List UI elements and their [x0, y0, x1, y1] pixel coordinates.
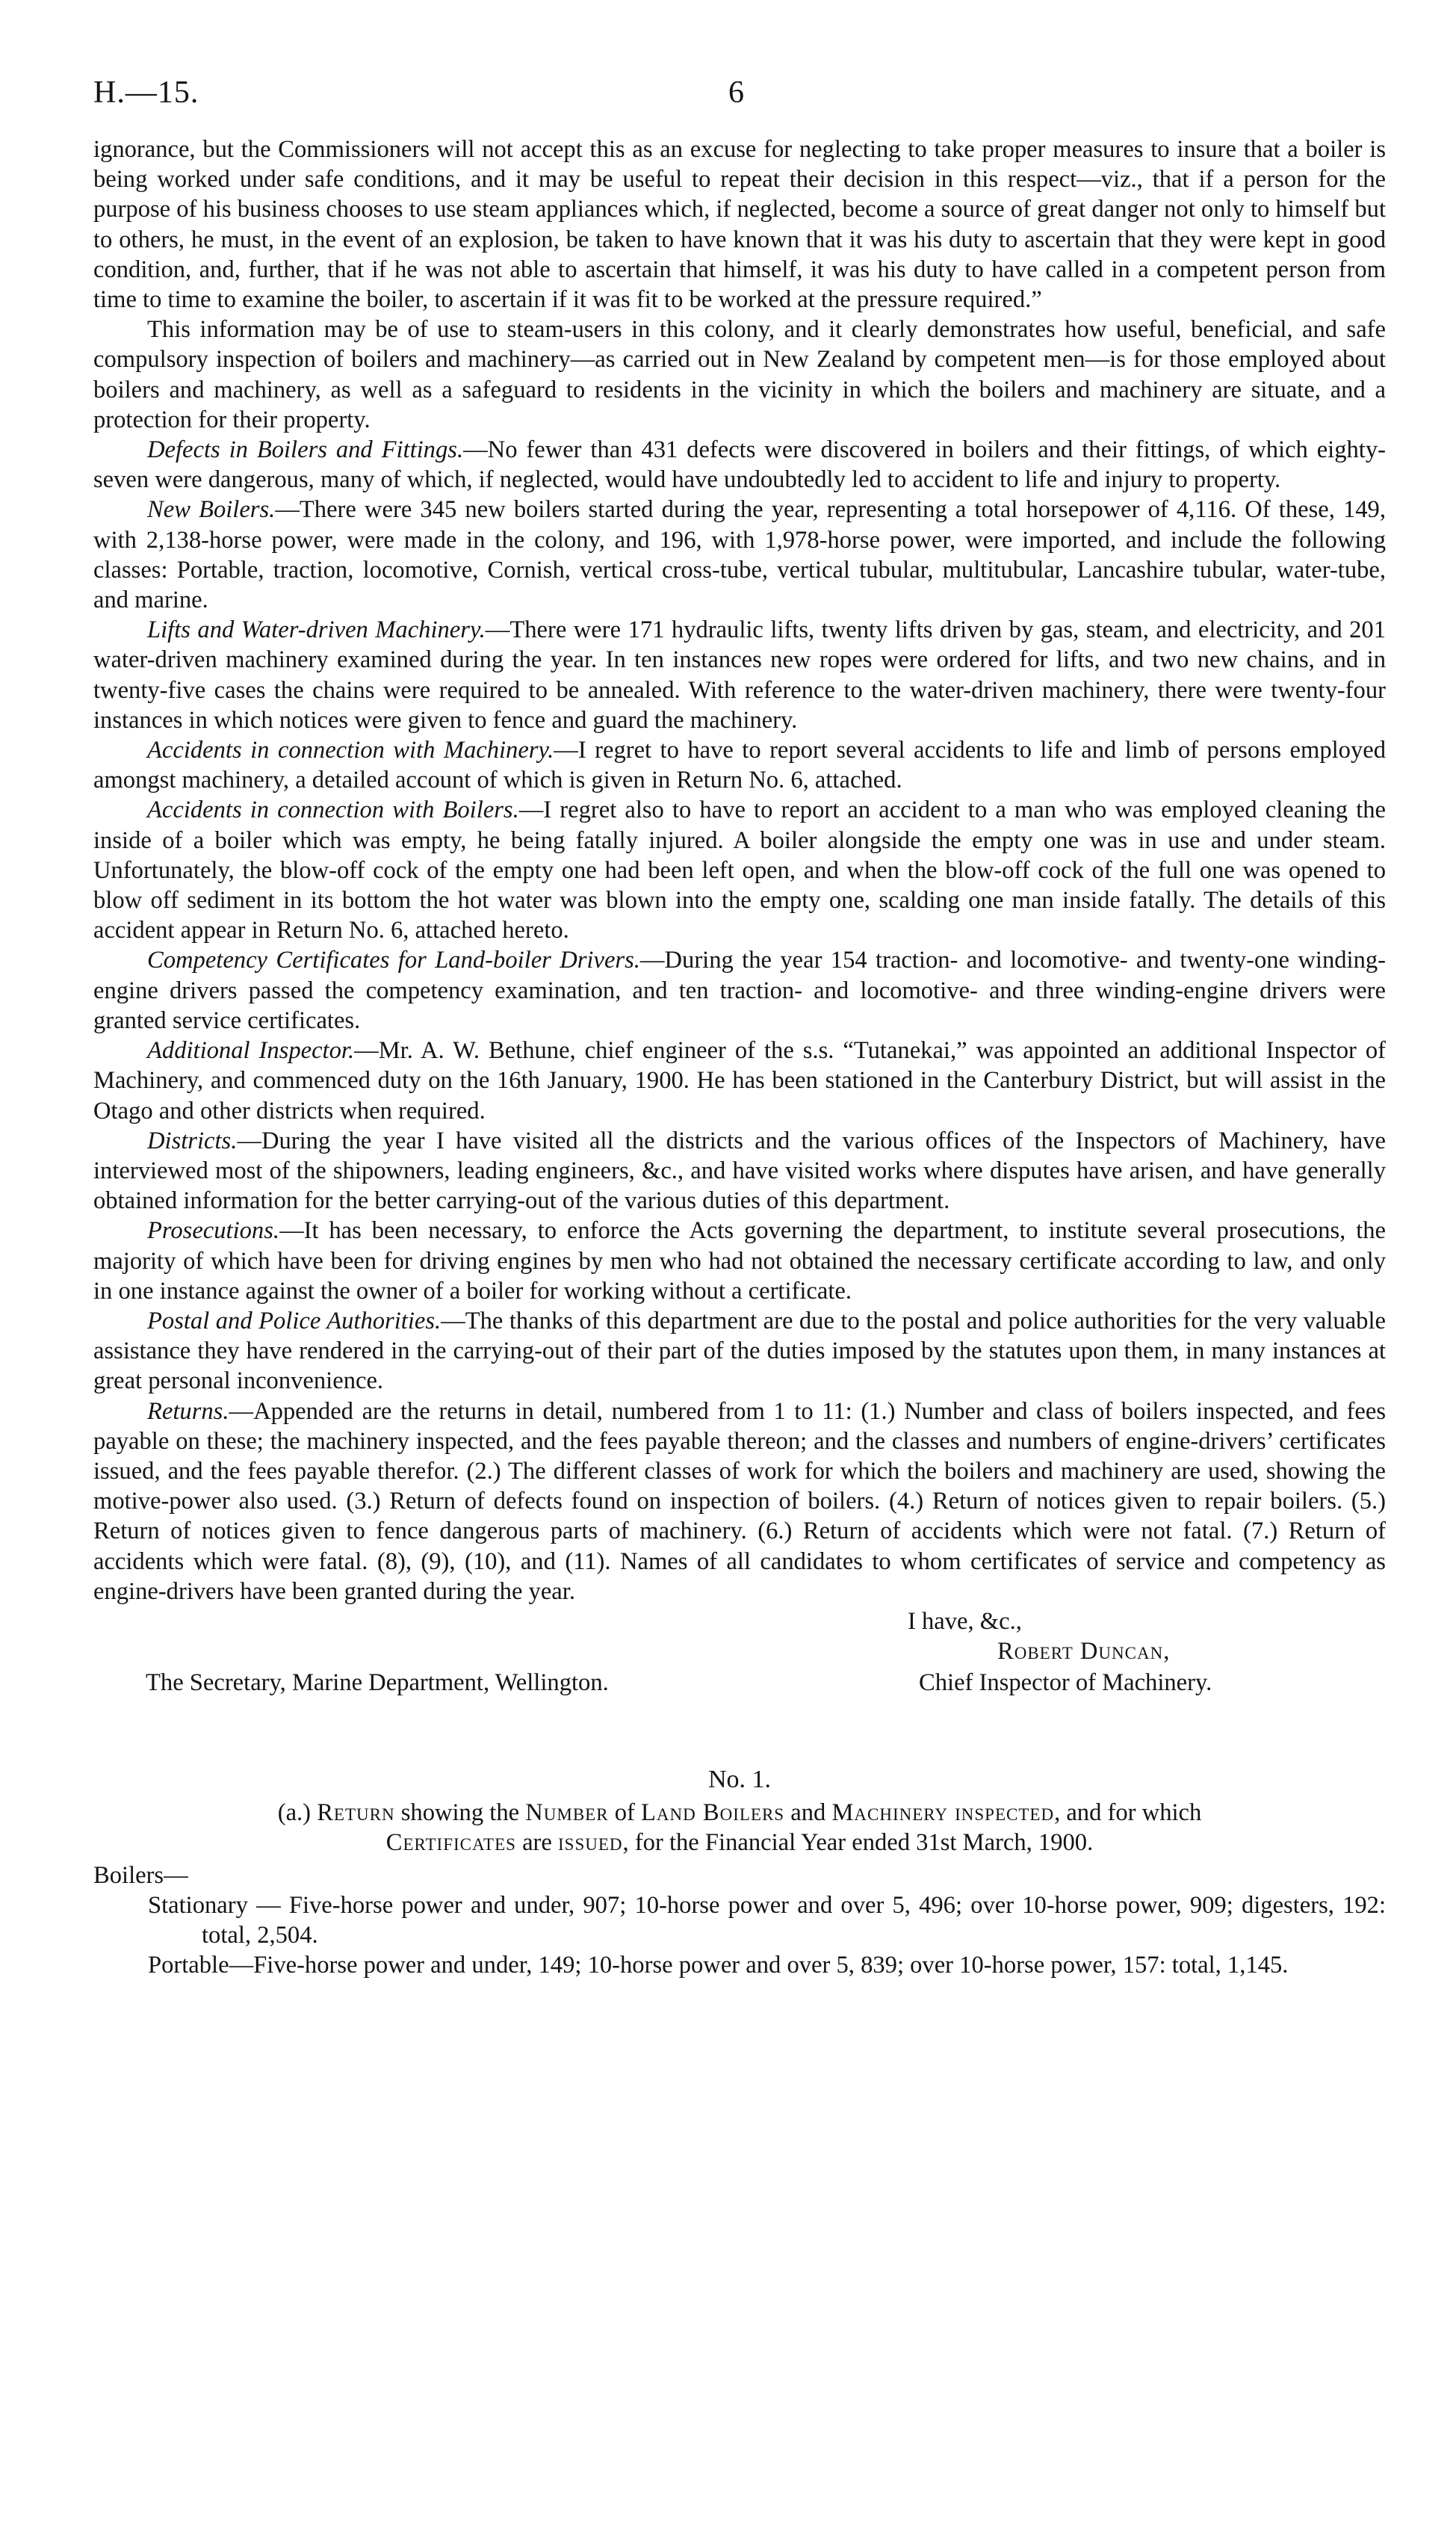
- paragraph-additional-inspector: Additional Inspector.—Mr. A. W. Bethune, chief engineer of the s.s. “Tutanekai,” was appointed an additional Inspector of Machinery, and commenced duty on the 16th January, 1900. He has been stationed in the Canterbury District, but will assist in the Otago and other districts when required.: [93, 1037, 1386, 1125]
- signature-block: [93, 1606, 1386, 1727]
- paragraph-heading: Lifts and Water-driven Machinery.: [147, 616, 486, 644]
- signatory-title: Chief Inspector of Machinery.: [919, 1668, 1212, 1696]
- closing-line: I have, &c.,: [908, 1607, 1022, 1635]
- paragraph-lifts: Lifts and Water-driven Machinery.—There were 171 hydraulic lifts, twenty lifts driven by gas, steam, and electricity, and 201 water-driven machinery examined during the year. In ten instances new ropes were ordered for lifts, and two new chains, and in twenty-five cases the chains were required to be annealed. With reference to the water-driven machinery, there were twenty-four instances in which notices were given to fence and guard the machinery.: [93, 616, 1386, 734]
- paragraph-machinery-accidents: Accidents in connection with Machinery.—I regret to have to report several accidents to life and limb of persons employed amongst machinery, a detailed account of which is given in Return No. 6, attached.: [93, 737, 1386, 794]
- return-item-stationary: Stationary — Five-horse power and under, 907; 10-horse power and over 5, 496; over 10-horse power, 909; digesters, 192: total, 2,504.: [148, 1891, 1386, 1949]
- report-body: [93, 134, 1386, 1606]
- page-number: 6: [728, 75, 744, 110]
- paragraph-heading: Returns.: [147, 1397, 229, 1425]
- document-page: [93, 75, 1386, 1980]
- paragraph-heading: Competency Certificates for Land-boiler Drivers.: [147, 947, 640, 974]
- paragraph-continuation: ignorance, but the Commissioners will not accept this as an excuse for neglecting to take proper measures to insure that a boiler is being worked under safe conditions, and it may be useful to repeat their decision in this respect—viz., that if a person for the purpose of his business chooses to use steam appliances which, if neglected, become a source of great danger not only to himself but to others, he must, in the event of an explosion, be taken to have known that it was his duty to ascertain that they were kept in good condition, and, further, that if he was not able to ascertain that himself, it was his duty to have called in a competent person from time to time to examine the boiler, to ascertain if it was fit to be worked at the pressure required.”: [93, 136, 1386, 314]
- paragraph-heading: Postal and Police Authorities.: [147, 1307, 442, 1334]
- paragraph-heading: Defects in Boilers and Fittings.: [147, 436, 464, 464]
- paragraph-districts: Districts.—During the year I have visited all the districts and the various offices of the Inspectors of Machinery, have interviewed most of the shipowners, leading engineers, &c., and have visited works where disputes have arisen, and have generally obtained information for the better carrying-out of the various duties of this department.: [93, 1127, 1386, 1215]
- paragraph-heading: Prosecutions.: [147, 1217, 280, 1245]
- page-header: [93, 75, 1386, 134]
- paragraph-heading: New Boilers.: [147, 496, 276, 524]
- paragraph-boiler-accidents: Accidents in connection with Boilers.—I regret also to have to report an accident to a man who was employed cleaning the inside of a boiler which was empty, he being fatally injured. A boiler alongside the empty one was in use and under steam. Unfortunately, the blow-off cock of the empty one had been left open, and when the blow-off cock of the full one was opened to blow off sediment in its bottom the hot water was blown into the empty one, scalding one man inside fatally. The details of this accident appear in Return No. 6, attached hereto.: [93, 797, 1386, 944]
- paragraph-heading: Accidents in connection with Machinery.: [147, 737, 554, 764]
- paragraph-heading: Districts.: [147, 1127, 238, 1154]
- return-title: (a.) Return showing the Number of Land Boilers and Machinery inspected, and for which Certificates are issued, for the Financial Year ended 31st March, 1900.: [277, 1798, 1202, 1856]
- paragraph-heading: Accidents in connection with Boilers.: [147, 797, 519, 824]
- paragraph-defects: Defects in Boilers and Fittings.—No fewer than 431 defects were discovered in boilers and their fittings, of which eighty-seven were dangerous, many of which, if neglected, would have undoubtedly led to accident to life and injury to property.: [93, 436, 1386, 494]
- paragraph-postal-police: Postal and Police Authorities.—The thanks of this department are due to the postal and police authorities for the very valuable assistance they have rendered in the carrying-out of their part of the duties imposed by the statutes upon them, in many instances at great personal inconvenience.: [93, 1307, 1386, 1395]
- addressee: The Secretary, Marine Department, Wellington.: [146, 1668, 609, 1696]
- return-section: [93, 1765, 1386, 1980]
- paragraph-information: This information may be of use to steam-users in this colony, and it clearly demonstrates how useful, beneficial, and safe compulsory inspection of boilers and machinery—as carried out in New Zealand by competent men—is for those employed about boilers and machinery, as well as a safeguard to residents in the vicinity in which the boilers and machinery are situate, and a protection for their property.: [93, 316, 1386, 433]
- paragraph-heading: Additional Inspector.: [147, 1037, 355, 1065]
- return-item-portable: Portable—Five-horse power and under, 149; 10-horse power and over 5, 839; over 10-horse power, 157: total, 1,145.: [148, 1951, 1289, 1979]
- signatory-name: Robert Duncan,: [997, 1637, 1171, 1665]
- document-reference: H.—15.: [93, 75, 199, 110]
- return-number: No. 1.: [707, 1765, 772, 1793]
- paragraph-competency: Competency Certificates for Land-boiler Drivers.—During the year 154 traction- and locomotive- and twenty-one winding-engine drivers passed the competency examination, and ten traction- and locomotive- and three winding-engine drivers were granted service certificates.: [93, 947, 1387, 1034]
- paragraph-returns: Returns.—Appended are the returns in detail, numbered from 1 to 11: (1.) Number and class of boilers inspected, and fees payable on these; the machinery inspected, and the fees payable thereon; and the classes and numbers of engine-drivers’ certificates issued, and the fees payable therefor. (2.) The different classes of work for which the boilers and machinery are used, showing the motive-power also used. (3.) Return of defects found on inspection of boilers. (4.) Return of notices given to repair boilers. (5.) Return of notices given to fence dangerous parts of machinery. (6.) Return of accidents which were not fatal. (7.) Return of accidents which were fatal. (8), (9), (10), and (11). Names of all candidates to whom certificates of service and competency as engine-drivers have been granted during the year.: [93, 1397, 1386, 1605]
- paragraph-new-boilers: New Boilers.—There were 345 new boilers started during the year, representing a total horsepower of 4,116. Of these, 149, with 2,138-horse power, were made in the colony, and 196, with 1,978-horse power, were imported, and include the following classes: Portable, traction, locomotive, Cornish, vertical cross-tube, vertical tubular, multitubular, Lancashire tubular, water-tube, and marine.: [93, 496, 1386, 614]
- return-category: Boilers—: [93, 1861, 188, 1889]
- paragraph-prosecutions: Prosecutions.—It has been necessary, to enforce the Acts governing the department, to institute several prosecutions, the majority of which have been for driving engines by men who had not obtained the necessary certificate according to law, and only in one instance against the owner of a boiler for working without a certificate.: [93, 1217, 1386, 1305]
